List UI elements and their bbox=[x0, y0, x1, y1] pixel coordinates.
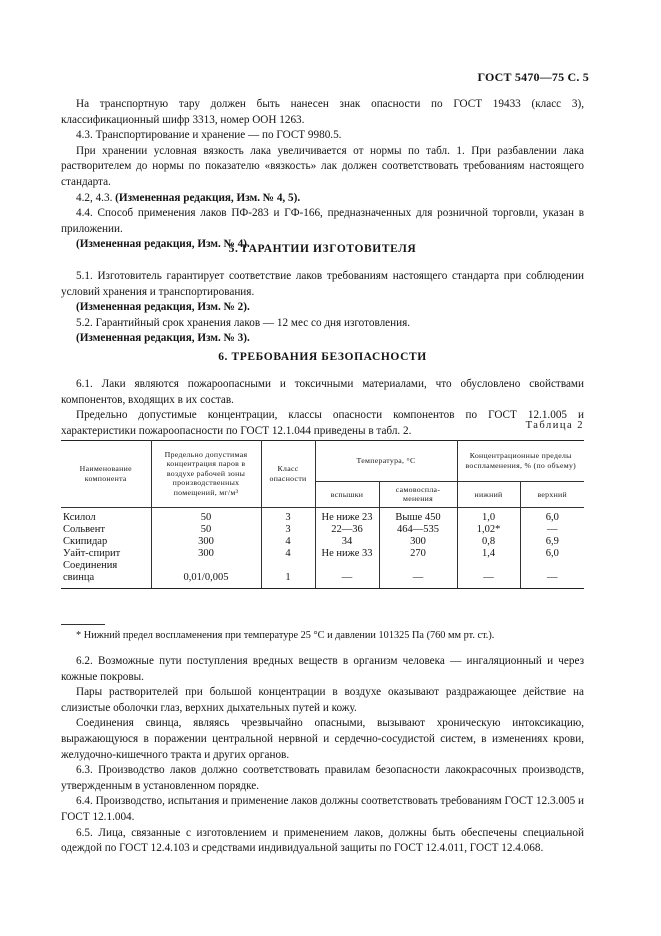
paragraph: Предельно допустимые концентрации, классы опасности компонентов по ГОСТ 12.1.005 и характеристики пожароопасности по ГОСТ 12.1.044 приведены в табл. 2. bbox=[61, 409, 584, 437]
cell-pdk: 300 bbox=[151, 536, 261, 548]
cell-pdk: 50 bbox=[151, 524, 261, 536]
cell-name: Сольвент bbox=[63, 523, 105, 535]
table-row bbox=[61, 507, 584, 524]
cell-name: Уайт-спирит bbox=[63, 547, 121, 559]
header-class: Класс опасности bbox=[261, 440, 315, 507]
table-row bbox=[61, 548, 584, 560]
paragraph: При хранении условная вязкость лака увеличивается от нормы по табл. 1. При разбавлении лака растворителем до нормы по показателю «вязкость» лак должен соответствовать требованиям настоящего стандарта. bbox=[61, 144, 584, 188]
paragraph: (Измененная редакция, Изм. № 2). bbox=[76, 301, 250, 314]
table-2 bbox=[61, 440, 584, 589]
cell-auto: — bbox=[379, 572, 457, 589]
section-6-title: 6. ТРЕБОВАНИЯ БЕЗОПАСНОСТИ bbox=[218, 351, 427, 363]
cell-class: 4 bbox=[261, 536, 315, 548]
section-5 bbox=[61, 242, 584, 258]
cell-auto bbox=[379, 560, 457, 572]
cell-low: 0,8 bbox=[457, 536, 520, 548]
header-temp-flash: вспышки bbox=[315, 482, 379, 507]
paragraph: 6.2. Возможные пути поступления вредных веществ в организм человека — ингаляционный и через кожные покровы. bbox=[61, 655, 584, 683]
paragraph: 6.4. Производство, испытания и применение лаков должны соответствовать требованиям ГОСТ 12.3.005 и ГОСТ 12.1.004. bbox=[61, 795, 584, 823]
header-pdk bbox=[151, 440, 261, 507]
header-conc-low: нижний bbox=[457, 482, 520, 507]
paragraph: 6.3. Производство лаков должно соответствовать правилам безопасности лакокрасочных производств, утвержденным в установленном порядке. bbox=[61, 764, 584, 792]
paragraph: 6.1. Лаки являются пожароопасными и токсичными материалами, что обусловлено свойствами компонентов, входящих в их состав. bbox=[61, 378, 584, 406]
section-6 bbox=[61, 350, 584, 366]
cell-low: 1,4 bbox=[457, 548, 520, 560]
cell-name: Ксилол bbox=[63, 511, 96, 523]
cell-high: — bbox=[520, 572, 584, 589]
table-2-wrapper bbox=[61, 418, 584, 589]
cell-high bbox=[520, 560, 584, 572]
cell-flash: 22—36 bbox=[315, 524, 379, 536]
section-5-title: 5. ГАРАНТИИ ИЗГОТОВИТЕЛЯ bbox=[228, 243, 417, 255]
table-caption: Таблица 2 bbox=[525, 420, 584, 431]
table-row bbox=[61, 572, 584, 589]
cell-high: 6,9 bbox=[520, 536, 584, 548]
cell-class: 3 bbox=[261, 507, 315, 524]
cell-auto: 300 bbox=[379, 536, 457, 548]
footnote-divider bbox=[61, 624, 105, 625]
cell-auto: Выше 450 bbox=[379, 507, 457, 524]
paragraph-plain: 4.2, 4.3. bbox=[76, 191, 116, 204]
header-conc-high: верхний bbox=[520, 482, 584, 507]
paragraph: 4.3. Транспортирование и хранение — по ГОСТ 9980.5. bbox=[76, 129, 342, 142]
cell-class: 1 bbox=[261, 572, 315, 589]
cell-flash: 34 bbox=[315, 536, 379, 548]
cell-flash: — bbox=[315, 572, 379, 589]
cell-pdk: 50 bbox=[151, 507, 261, 524]
cell-high: — bbox=[520, 524, 584, 536]
paragraph: 5.1. Изготовитель гарантирует соответствие лаков требованиям настоящего стандарта при соблюдении условий хранения и транспортирования. bbox=[61, 270, 584, 298]
paragraph bbox=[61, 191, 584, 207]
table-row bbox=[61, 524, 584, 536]
cell-low bbox=[457, 560, 520, 572]
paragraph: На транспортную тару должен быть нанесен знак опасности по ГОСТ 19433 (класс 3), классификационный шифр 3313, номер ООН 1263. bbox=[61, 98, 584, 126]
top-text-block bbox=[61, 97, 584, 253]
paragraph: 4.4. Способ применения лаков ПФ-283 и ГФ-166, предназначенных для розничной торговли, указан в приложении. bbox=[61, 207, 584, 235]
cell-class: 4 bbox=[261, 548, 315, 560]
paragraph-bold: (Измененная редакция, Изм. № 4, 5). bbox=[115, 191, 301, 204]
paragraph: Соединения свинца, являясь чрезвычайно опасными, вызывают хроническую интоксикацию, выражающуюся в поражении центральной нервной и сердечно-сосудистой систем, в изменениях крови, желудочно-кишечного тракта и других органов. bbox=[61, 717, 584, 761]
paragraph: (Измененная редакция, Изм. № 3). bbox=[76, 332, 250, 345]
header-pdk-text: Предельно допустимая концентрация паров в воздухе рабочей зоны производственных помещений, мг/м³ bbox=[164, 449, 248, 497]
header-temp-auto: самовоспла-менения bbox=[379, 482, 457, 507]
table-row bbox=[61, 536, 584, 548]
table-footnote: * Нижний предел воспламенения при температуре 25 °С и давлении 101325 Па (760 мм рт. ст.). bbox=[76, 630, 495, 641]
cell-low: — bbox=[457, 572, 520, 589]
cell-high: 6,0 bbox=[520, 507, 584, 524]
cell-class bbox=[261, 560, 315, 572]
cell-flash: Не ниже 23 bbox=[315, 507, 379, 524]
cell-low: 1,02* bbox=[457, 524, 520, 536]
cell-auto: 464—535 bbox=[379, 524, 457, 536]
cell-auto: 270 bbox=[379, 548, 457, 560]
page-header: ГОСТ 5470—75 С. 5 bbox=[477, 70, 589, 84]
cell-name: Скипидар bbox=[63, 535, 108, 547]
cell-high: 6,0 bbox=[520, 548, 584, 560]
cell-pdk: 0,01/0,005 bbox=[151, 572, 261, 589]
section-5-body bbox=[61, 269, 584, 347]
paragraph: 5.2. Гарантийный срок хранения лаков — 12 мес со дня изготовления. bbox=[76, 316, 411, 329]
paragraph: (Измененная редакция, Изм. № 4). bbox=[76, 238, 250, 251]
table-row bbox=[61, 560, 584, 572]
cell-class: 3 bbox=[261, 524, 315, 536]
cell-name: Соединения bbox=[63, 559, 118, 571]
header-name: Наименование компонента bbox=[61, 440, 151, 507]
header-conc: Концентрационные пределы воспламенения, % (по объему) bbox=[457, 440, 584, 482]
header-temp: Температура, °С bbox=[315, 440, 457, 482]
cell-flash bbox=[315, 560, 379, 572]
cell-pdk bbox=[151, 560, 261, 572]
paragraph: 6.5. Лица, связанные с изготовлением и применением лаков, должны быть обеспечены специальной одеждой по ГОСТ 12.4.103 и средствами индивидуальной защиты по ГОСТ 12.4.011, ГОСТ 12.4.068. bbox=[61, 826, 584, 855]
bottom-text-block bbox=[61, 654, 584, 857]
paragraph: Пары растворителей при большой концентрации в воздухе оказывают раздражающее действие на слизистые оболочки глаз, верхних дыхательных путей и кожу. bbox=[61, 686, 584, 714]
cell-flash: Не ниже 33 bbox=[315, 548, 379, 560]
cell-pdk: 300 bbox=[151, 548, 261, 560]
cell-name: свинца bbox=[61, 572, 151, 589]
cell-low: 1,0 bbox=[457, 507, 520, 524]
